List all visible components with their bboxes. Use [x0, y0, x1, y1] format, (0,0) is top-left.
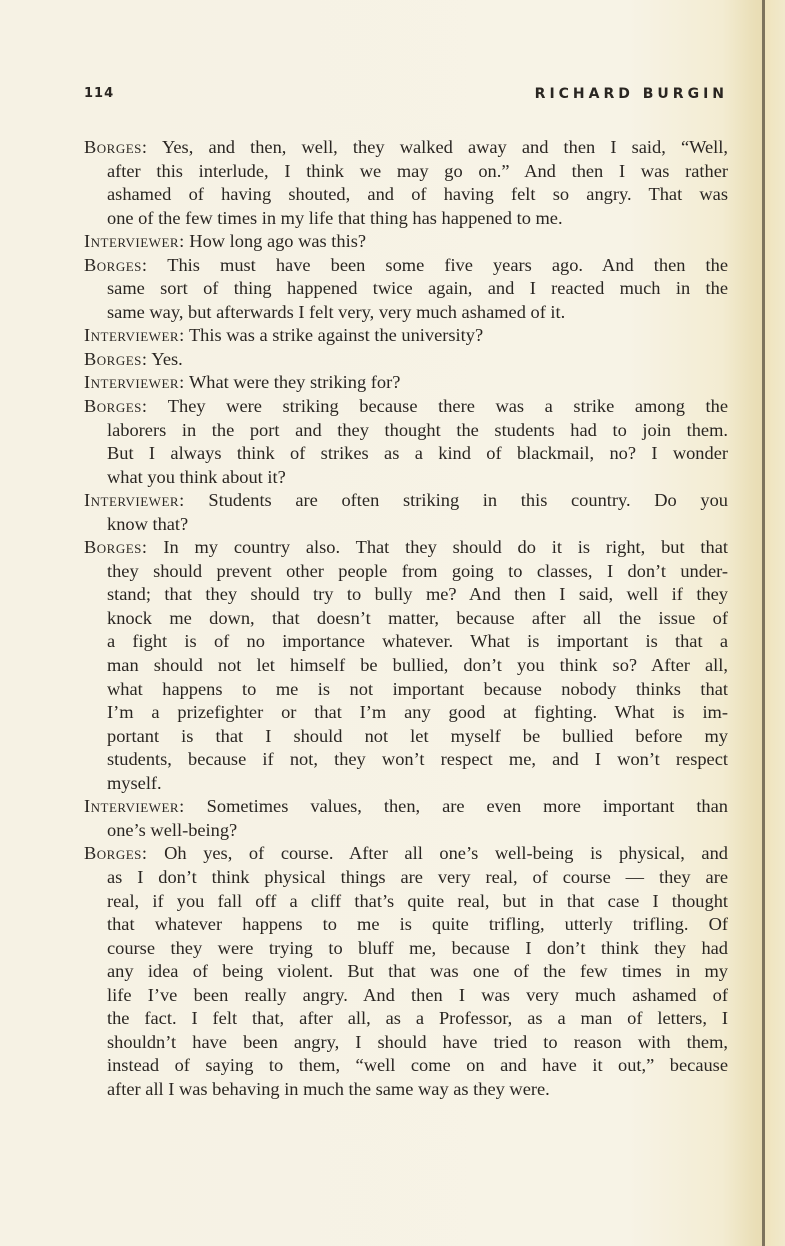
text-line [84, 842, 728, 866]
line-text: stand; that they should try to bully me? And then I said, well if they [107, 584, 728, 605]
line-text: they should prevent other people from going to classes, I don’t under- [107, 560, 728, 581]
line-text: Yes. [151, 348, 183, 369]
line-text: instead of saying to them, “well come on and have it out,” because [107, 1055, 728, 1076]
line-text: the fact. I felt that, after all, as a Professor, as a man of letters, I [107, 1008, 728, 1029]
speaker-label: Borges: [84, 348, 148, 369]
running-head: RICHARD BURGIN [534, 86, 728, 102]
text-line [84, 277, 728, 301]
page-header [84, 86, 728, 110]
line-text: They were striking because there was a strike among the [167, 396, 729, 417]
line-text: one’s well-being? [107, 819, 238, 840]
line-text: This was a strike against the university? [188, 325, 484, 346]
dialogue-paragraph [84, 371, 728, 395]
text-line [84, 560, 728, 584]
text-line [84, 1054, 728, 1078]
speaker-label: Interviewer: [84, 796, 185, 817]
text-line [84, 254, 728, 278]
text-line [84, 1007, 728, 1031]
line-text: This must have been some five years ago. And then the [167, 254, 729, 275]
text-line [84, 466, 728, 490]
dialogue-paragraph [84, 536, 728, 795]
text-line [84, 301, 728, 325]
dialogue-paragraph [84, 136, 728, 230]
line-text: course they were trying to bluff me, because I don’t think they had [107, 937, 728, 958]
line-text: what you think about it? [107, 466, 286, 487]
text-line [84, 348, 728, 372]
dialogue-paragraph [84, 842, 728, 1101]
text-line [84, 607, 728, 631]
dialogue-paragraph [84, 795, 728, 842]
line-text: after all I was behaving in much the same way as they were. [107, 1078, 550, 1099]
text-line [84, 442, 728, 466]
line-text: laborers in the port and they thought the students had to join them. [107, 419, 728, 440]
line-text: students, because if not, they won’t respect me, and I won’t respect [107, 749, 728, 770]
text-line [84, 536, 728, 560]
line-text: same way, but afterwards I felt very, very much ashamed of it. [107, 301, 566, 322]
text-line [84, 419, 728, 443]
line-text: myself. [107, 772, 162, 793]
line-text: Sometimes values, then, are even more important than [206, 796, 728, 817]
line-text: life I’ve been really angry. And then I was very much ashamed of [107, 984, 728, 1005]
line-text: as I don’t think physical things are very real, of course — they are [107, 866, 728, 887]
line-text: Students are often striking in this country. Do you [208, 490, 728, 511]
text-line [84, 136, 728, 160]
text-line [84, 701, 728, 725]
line-text: But I always think of strikes as a kind of blackmail, no? I wonder [107, 443, 728, 464]
text-line [84, 183, 728, 207]
text-line [84, 725, 728, 749]
text-line [84, 654, 728, 678]
text-line [84, 160, 728, 184]
speaker-label: Interviewer: [84, 372, 185, 393]
dialogue-paragraph [84, 254, 728, 325]
line-text: man should not let himself be bullied, don’t you think so? After all, [107, 655, 728, 676]
text-line [84, 207, 728, 231]
text-line [84, 748, 728, 772]
dialogue-paragraph [84, 348, 728, 372]
line-text: that whatever happens to me is quite trifling, utterly trifling. Of [107, 914, 728, 935]
line-text: How long ago was this? [189, 231, 367, 252]
line-text: what happens to me is not important because nobody thinks that [107, 678, 728, 699]
speaker-label: Interviewer: [84, 490, 185, 511]
page-number: 114 [84, 86, 115, 101]
text-line [84, 489, 728, 513]
text-line [84, 324, 728, 348]
line-text: In my country also. That they should do it is right, but that [163, 537, 728, 558]
text-line [84, 772, 728, 796]
text-line [84, 866, 728, 890]
text-line [84, 795, 728, 819]
text-line [84, 371, 728, 395]
speaker-label: Borges: [84, 843, 148, 864]
dialogue-paragraph [84, 489, 728, 536]
line-text: know that? [107, 513, 189, 534]
line-text: Oh yes, of course. After all one’s well-being is physical, and [164, 843, 728, 864]
text-line [84, 583, 728, 607]
dialogue-paragraph [84, 395, 728, 489]
text-line [84, 913, 728, 937]
text-line [84, 890, 728, 914]
text-line [84, 513, 728, 537]
line-text: Yes, and then, well, they walked away and then I said, “Well, [161, 137, 728, 157]
text-line [84, 984, 728, 1008]
line-text: knock me down, that doesn’t matter, because after all the issue of [107, 607, 728, 628]
text-line [84, 630, 728, 654]
line-text: I’m a prizefighter or that I’m any good at fighting. What is im- [107, 702, 728, 723]
text-line [84, 1031, 728, 1055]
line-text: portant is that I should not let myself be bullied before my [107, 725, 728, 746]
dialogue-paragraph [84, 324, 728, 348]
interview-text [84, 136, 728, 1101]
line-text: after this interlude, I think we may go on.” And then I was rather [107, 160, 728, 181]
text-line [84, 230, 728, 254]
text-line [84, 1078, 728, 1102]
text-line [84, 819, 728, 843]
speaker-label: Interviewer: [84, 325, 185, 346]
line-text: one of the few times in my life that thing has happened to me. [107, 207, 563, 228]
page-edge [762, 0, 765, 1246]
line-text: a fight is of no importance whatever. What is important is that a [107, 631, 728, 652]
line-text: same sort of thing happened twice again, and I reacted much in the [107, 278, 728, 299]
speaker-label: Borges: [84, 254, 148, 275]
dialogue-paragraph [84, 230, 728, 254]
text-line [84, 937, 728, 961]
line-text: ashamed of having shouted, and of having felt so angry. That was [107, 184, 728, 205]
line-text: shouldn’t have been angry, I should have tried to reason with them, [107, 1031, 728, 1052]
line-text: real, if you fall off a cliff that’s quite real, but in that case I thought [107, 890, 728, 911]
page-binding-shadow [765, 0, 785, 1246]
speaker-label: Interviewer: [84, 231, 185, 252]
line-text: What were they striking for? [188, 372, 401, 393]
speaker-label: Borges: [84, 137, 148, 157]
text-line [84, 678, 728, 702]
text-line [84, 395, 728, 419]
speaker-label: Borges: [84, 537, 148, 558]
text-line [84, 960, 728, 984]
speaker-label: Borges: [84, 396, 148, 417]
line-text: any idea of being violent. But that was one of the few times in my [107, 961, 728, 982]
